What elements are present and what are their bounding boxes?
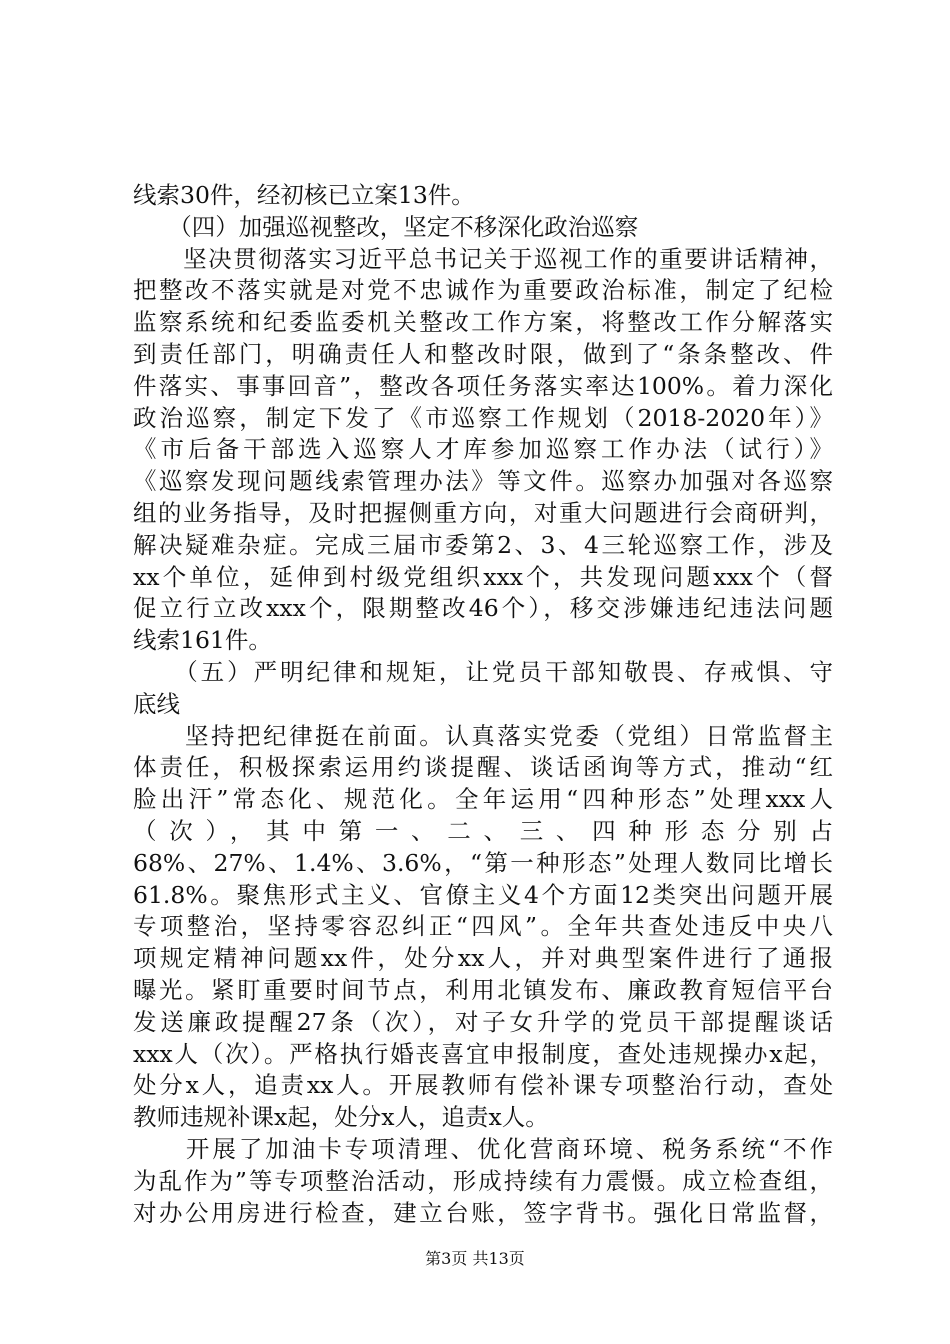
text-line: 《巡察发现问题线索管理办法》等文件。巡察办加强对各巡察 bbox=[133, 467, 833, 496]
text-line: 促立行立改xxx个，限期整改46个），移交涉嫌违纪违法问题 bbox=[133, 594, 833, 623]
text-line: 坚决贯彻落实习近平总书记关于巡视工作的重要讲话精神， bbox=[133, 244, 833, 273]
text-line: 解决疑难杂症。完成三届市委第2、3、4三轮巡察工作，涉及 bbox=[133, 530, 833, 559]
text-line: 件落实、事事回音”，整改各项任务落实率达100%。着力深化 bbox=[133, 371, 833, 400]
text-line: 线索161件。 bbox=[133, 626, 272, 655]
text-line: 68%、27%、1.4%、3.6%，“第一种形态”处理人数同比增长 bbox=[133, 848, 833, 877]
text-line: 发送廉政提醒27条（次），对子女升学的党员干部提醒谈话 bbox=[133, 1007, 833, 1036]
text-line: xxx人（次）。严格执行婚丧喜宜申报制度，查处违规操办x起， bbox=[133, 1039, 833, 1068]
text-line: 脸出汗”常态化、规范化。全年运用“四种形态”处理xxx人 bbox=[133, 785, 833, 814]
text-line: 项规定精神问题xx件，处分xx人，并对典型案件进行了通报 bbox=[133, 944, 833, 973]
text-line: xx个单位，延伸到村级党组织xxx个，共发现问题xxx个（督 bbox=[133, 562, 833, 591]
text-line: 线索30件，经初核已立案13件。 bbox=[133, 181, 475, 209]
text-line: 坚持把纪律挺在前面。认真落实党委（党组）日常监督主 bbox=[133, 721, 833, 750]
text-line: 把整改不落实就是对党不忠诚作为重要政治标准，制定了纪检 bbox=[133, 276, 833, 305]
text-line: 曝光。紧盯重要时间节点，利用北镇发布、廉政教育短信平台 bbox=[133, 976, 833, 1004]
text-line: 61.8%。聚焦形式主义、官僚主义4个方面12类突出问题开展 bbox=[133, 880, 833, 909]
text-line: 对办公用房进行检查，建立台账，签字背书。强化日常监督， bbox=[133, 1198, 833, 1227]
page-footer: 第3页 共13页 bbox=[425, 1249, 525, 1268]
text-line: 教师违规补课x起，处分x人，追责x人。 bbox=[133, 1103, 549, 1132]
section-heading: （四）加强巡视整改，坚定不移深化政治巡察 bbox=[133, 212, 639, 241]
text-line: 政治巡察，制定下发了《市巡察工作规划（2018-2020年）》 bbox=[133, 403, 833, 432]
section-heading: （五）严明纪律和规矩，让党员干部知敬畏、存戒惧、守 bbox=[133, 658, 833, 686]
text-line: 处分x人，追责xx人。开展教师有偿补课专项整治行动，查处 bbox=[133, 1071, 833, 1100]
text-line: 《市后备干部选入巡察人才库参加巡察工作办法（试行）》 bbox=[133, 435, 833, 464]
text-line: （次），其中第一、二、三、四种形态分别占 bbox=[133, 817, 833, 845]
text-line: 专项整治，坚持零容忍纠正“四风”。全年共查处违反中央八 bbox=[133, 912, 833, 941]
text-line: 组的业务指导，及时把握侧重方向，对重大问题进行会商研判， bbox=[133, 499, 833, 527]
text-line: 开展了加油卡专项清理、优化营商环境、税务系统“不作 bbox=[133, 1135, 833, 1163]
text-line: 体责任，积极探索运用约谈提醒、谈话函询等方式，推动“红 bbox=[133, 753, 833, 782]
section-heading: 底线 bbox=[133, 689, 180, 718]
text-line: 到责任部门，明确责任人和整改时限，做到了“条条整改、件 bbox=[133, 340, 833, 368]
text-line: 监察系统和纪委监委机关整改工作方案，将整改工作分解落实 bbox=[133, 308, 833, 337]
text-line: 为乱作为”等专项整治活动，形成持续有力震慑。成立检查组， bbox=[133, 1166, 833, 1195]
